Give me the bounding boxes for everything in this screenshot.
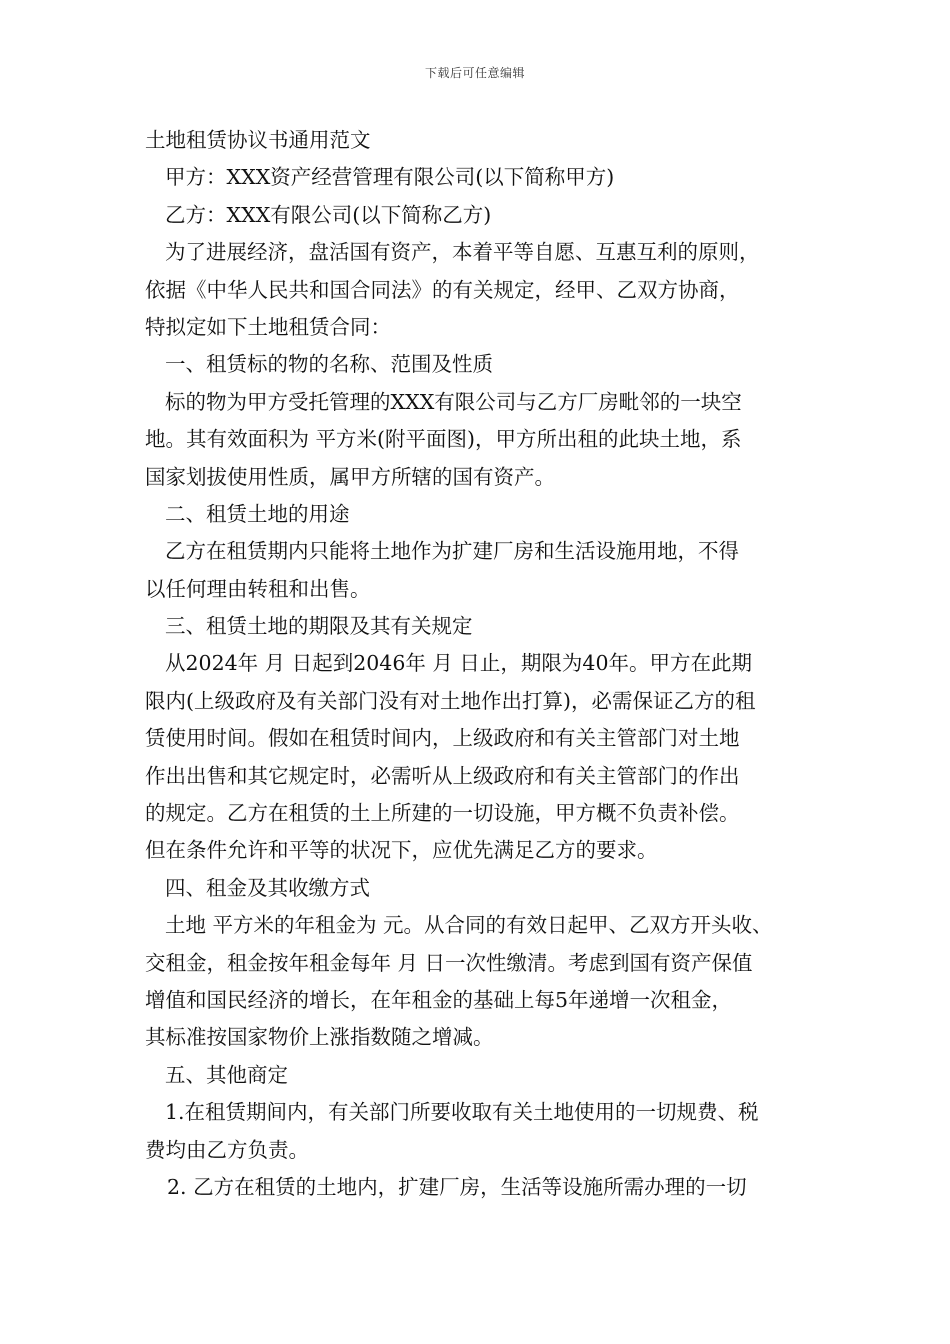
paragraph-line: 以任何理由转租和出售。 [145,576,371,601]
document-body [145,122,810,1206]
paragraph-line: 的规定。乙方在租赁的土上所建的一切设施，甲方概不负责补偿。 [145,801,740,826]
party-b-line: 乙方：XXX有限公司(以下简称乙方) [165,202,492,227]
paragraph-line: 国家划拔使用性质，属甲方所辖的国有资产。 [145,464,555,489]
paragraph-line: 交租金，租金按年租金每年 月 日一次性缴清。考虑到国有资产保值 [145,950,753,975]
section-heading: 三、租赁土地的期限及其有关规定 [165,614,473,639]
paragraph-line: 土地 平方米的年租金为 元。从合同的有效日起甲、乙双方开头收、 [165,913,773,938]
paragraph-line: 但在条件允许和平等的状况下，应优先满足乙方的要求。 [145,838,658,863]
paragraph-line: 特拟定如下土地租赁合同： [145,314,391,339]
paragraph-line: 标的物为甲方受托管理的XXX有限公司与乙方厂房毗邻的一块空 [165,389,742,414]
paragraph-line: 从2024年 月 日起到2046年 月 日止，期限为40年。甲方在此期 [165,651,752,676]
section-heading: 一、租赁标的物的名称、范围及性质 [165,352,493,377]
paragraph-line: 赁使用时间。假如在租赁时间内，上级政府和有关主管部门对土地 [145,726,740,751]
paragraph-line: 限内(上级政府及有关部门没有对土地作出打算)，必需保证乙方的租 [145,688,756,713]
paragraph-line: 增值和国民经济的增长，在年租金的基础上每5年递增一次租金， [145,987,733,1012]
paragraph-line: 依据《中华人民共和国合同法》的有关规定，经甲、乙双方协商， [145,277,740,302]
paragraph-line: 费均由乙方负责。 [145,1137,309,1162]
paragraph-line: 乙方在租赁期内只能将土地作为扩建厂房和生活设施用地，不得 [165,539,739,564]
paragraph-line: 地。其有效面积为 平方米(附平面图)，甲方所出租的此块土地，系 [145,427,742,452]
section-heading: 五、其他商定 [165,1062,288,1087]
paragraph-line: 其标准按国家物价上涨指数随之增减。 [145,1025,494,1050]
paragraph-line: 为了进展经济，盘活国有资产，本着平等自愿、互惠互利的原则， [165,240,760,265]
section-heading: 四、租金及其收缴方式 [165,875,370,900]
list-item: 2. 乙方在租赁的土地内，扩建厂房，生活等设施所需办理的一切 [167,1174,747,1199]
section-heading: 二、租赁土地的用途 [165,501,350,526]
list-item: 1.在租赁期间内，有关部门所要收取有关土地使用的一切规费、税 [165,1100,759,1125]
document-title: 土地租赁协议书通用范文 [145,128,371,152]
page-header: 下载后可任意编辑 [424,66,525,80]
paragraph-line: 作出出售和其它规定时，必需听从上级政府和有关主管部门的作出 [145,763,740,788]
party-a-line: 甲方：XXX资产经营管理有限公司(以下简称甲方) [165,165,615,190]
